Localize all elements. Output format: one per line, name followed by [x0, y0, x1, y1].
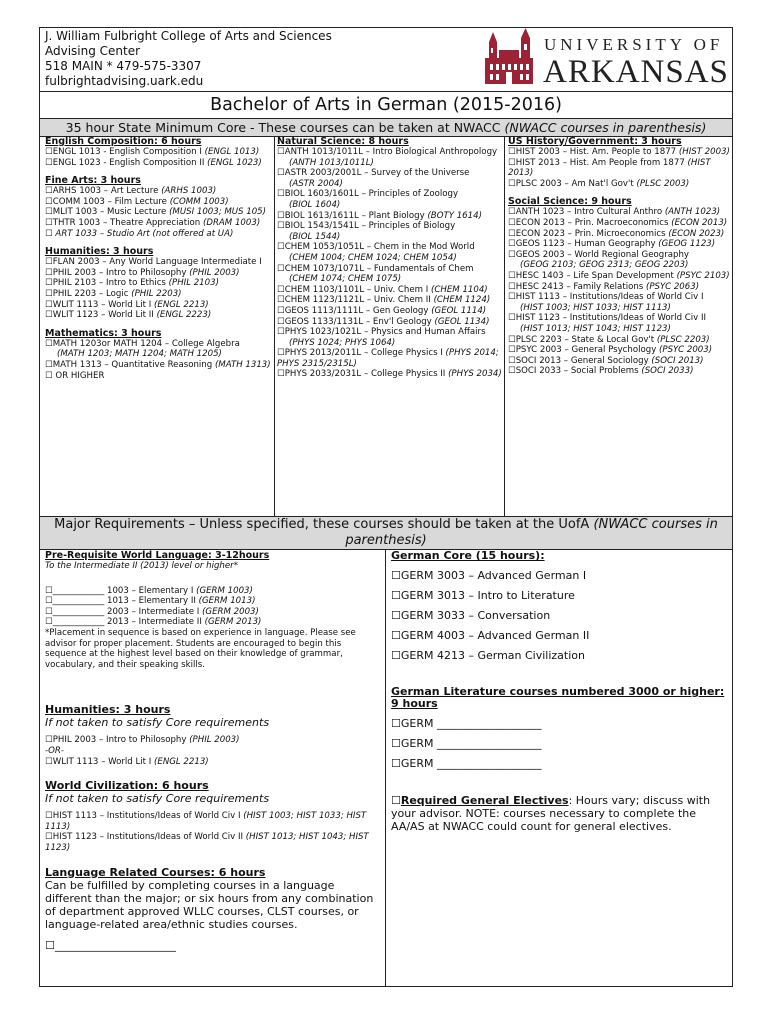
social-science-heading: Social Science: 9 hours [508, 196, 632, 208]
german-literature-heading: German Literature courses numbered 3000 or higher: 9 hours [391, 685, 725, 710]
course-item[interactable]: ☐PHYS 1023/1021L – Physics and Human Affairs [277, 327, 486, 338]
course-item[interactable]: ☐PHIL 2003 – Intro to Philosophy (PHIL 2003) [45, 267, 240, 278]
center-name: Advising Center [45, 44, 141, 58]
course-item[interactable]: ☐HESC 2413 – Family Relations (PSYC 2063) [508, 281, 700, 292]
course-equivalent: (ASTR 2004) [289, 178, 343, 189]
course-item[interactable]: ☐ ART 1033 – Studio Art (not offered at UA) [45, 228, 234, 239]
course-item[interactable]: ☐BIOL 1603/1601L – Principles of Zoology [277, 189, 459, 200]
course-item[interactable]: ☐GEOS 1123 – Human Geography (GEOG 1123) [508, 239, 716, 250]
course-item[interactable]: ☐WLIT 1113 – World Lit I (ENGL 2213) [45, 299, 209, 310]
svg-text:ARKANSAS: ARKANSAS [543, 54, 729, 88]
core-band-main: 35 hour State Minimum Core [65, 120, 247, 135]
course-item[interactable]: ☐HIST 1113 – Institutions/Ideas of World Civ I (HIST 1003; HIST 1033; HIST 1113) [45, 811, 367, 832]
major-divider [385, 550, 386, 987]
world-civ-subtitle: If not taken to satisfy Core requirements [45, 792, 270, 806]
course-equivalent: (GEOG 2103; GEOG 2313; GEOG 2203) [520, 260, 689, 271]
language-related-text: Can be fulfilled by completing courses in a language different than the major; or six hours from any combination of department approved WLLC courses, CLST courses, or language-related area/ethnic studies courses. [45, 878, 374, 931]
course-equivalent: (PHYS 1024; PHYS 1064) [289, 337, 396, 348]
core-band-rest: - These courses can be taken at NWACC [246, 120, 505, 135]
college-name: J. William Fulbright College of Arts and Sciences [45, 29, 332, 43]
core-column-3 [508, 136, 730, 377]
course-item[interactable]: ☐HIST 2013 – Hist. Am People from 1877 (HIST 2013) [508, 157, 711, 179]
course-item[interactable]: ☐____________ 2003 – Intermediate I (GERM 2003) [45, 606, 259, 617]
course-item[interactable]: ☐GERM 3003 – Advanced German I [391, 569, 587, 582]
header [40, 28, 732, 92]
course-item[interactable]: ☐ OR HIGHER [45, 370, 105, 381]
language-related-blank[interactable]: ☐______________________ [45, 938, 176, 952]
course-item[interactable]: ☐HIST 1123 – Institutions/Ideas of World Civ II [508, 313, 707, 324]
course-item[interactable]: ☐HESC 1403 – Life Span Development (PSYC 2103) [508, 270, 730, 281]
language-related-heading: Language Related Courses: 6 hours [45, 865, 266, 879]
page-title: Bachelor of Arts in German (2015-2016) [40, 92, 732, 119]
course-item[interactable]: ☐ASTR 2003/2001L – Survey of the Universe [277, 168, 470, 179]
course-item[interactable]: ☐ECON 2013 – Prin. Macroeconomics (ECON 2013) [508, 217, 728, 228]
major-left-column [45, 550, 381, 952]
major-band-note: (NWACC courses in parenthesis) [345, 517, 718, 548]
course-item[interactable]: ☐GEOS 1133/1131L – Env'l Geology (GEOL 1134) [277, 316, 490, 327]
course-blank[interactable]: ☐GERM ___________________ [391, 737, 542, 750]
course-item[interactable]: ☐ANTH 1023 – Intro Cultural Anthro (ANTH 1023) [508, 207, 721, 218]
course-item[interactable]: ☐MATH 1203or MATH 1204 – College Algebra [45, 338, 240, 349]
course-item[interactable]: ☐GERM 3033 – Conversation [391, 609, 551, 622]
course-equivalent: (BIOL 1544) [289, 231, 341, 242]
mathematics-heading: Mathematics: 3 hours [45, 327, 162, 339]
course-item[interactable]: ☐GERM 4213 – German Civilization [391, 649, 585, 662]
english-comp-heading: English Composition: 6 hours [45, 136, 202, 147]
course-item[interactable]: ☐____________ 2013 – Intermediate II (GERM 2013) [45, 617, 262, 628]
course-equivalent: (ANTH 1013/1011L) [289, 157, 374, 168]
course-item[interactable]: ☐ANTH 1013/1011L – Intro Biological Anthropology [277, 147, 498, 157]
course-item[interactable]: ☐CHEM 1073/1071L – Fundamentals of Chem [277, 263, 474, 274]
course-item[interactable]: ☐ENGL 1023 - English Composition II (ENGL 1023) [45, 157, 262, 168]
german-core-heading: German Core (15 hours): [391, 549, 545, 562]
world-civ-heading: World Civilization: 6 hours [45, 779, 209, 793]
course-item[interactable]: ☐PHYS 2033/2031L – College Physics II (PHYS 2034) [277, 369, 502, 380]
core-divider-1 [274, 136, 275, 516]
prereq-subtitle: To the Intermediate II (2013) level or higher* [45, 561, 238, 571]
course-item[interactable]: ☐BIOL 1613/1611L – Plant Biology (BOTY 1614) [277, 210, 482, 221]
core-band-note: (NWACC courses in parenthesis) [504, 120, 707, 135]
fine-arts-heading: Fine Arts: 3 hours [45, 175, 141, 187]
natural-science-heading: Natural Science: 8 hours [277, 136, 409, 147]
course-item[interactable]: ☐WLIT 1123 – World Lit II (ENGL 2223) [45, 310, 212, 321]
course-item[interactable]: ☐ARHS 1003 – Art Lecture (ARHS 1003) [45, 186, 217, 197]
core-column-1 [45, 136, 273, 381]
major-band [40, 517, 732, 550]
major-humanities-heading: Humanities: 3 hours [45, 703, 171, 717]
center-website: fulbrightadvising.uark.edu [45, 74, 204, 88]
center-phone: 518 MAIN * 479-575-3307 [45, 59, 202, 73]
course-item[interactable]: ☐ENGL 1013 - English Composition I (ENGL 1013) [45, 147, 260, 157]
course-item[interactable]: ☐GERM 4003 – Advanced German II [391, 629, 590, 642]
course-item[interactable]: ☐MATH 1313 – Quantitative Reasoning (MATH 1313) [45, 359, 271, 370]
core-column-2 [277, 136, 503, 380]
course-item[interactable]: ☐GERM 3013 – Intro to Literature [391, 589, 575, 602]
general-electives-heading: Required General Electives [400, 794, 569, 807]
or-separator: -OR- [45, 745, 64, 756]
course-item[interactable]: ☐CHEM 1053/1051L – Chem in the Mod World [277, 242, 475, 253]
course-item[interactable]: ☐COMM 1003 – Film Lecture (COMM 1003) [45, 196, 229, 207]
us-history-heading: US History/Government: 3 hours [508, 136, 682, 147]
general-electives[interactable]: ☐Required General Electives: Hours vary; discuss with your advisor. NOTE: courses necessary to complete the AA/AS at NWACC could count for general electives. [391, 794, 711, 833]
course-item[interactable]: ☐HIST 1123 – Institutions/Ideas of World Civ II (HIST 1013; HIST 1043; HIST 1123) [45, 832, 369, 853]
course-equivalent: (BIOL 1604) [289, 199, 341, 210]
core-band [40, 119, 732, 137]
course-item[interactable]: ☐HIST 1113 – Institutions/Ideas of World Civ I [508, 292, 704, 303]
advising-address [45, 29, 332, 89]
course-item[interactable]: ☐PSYC 2003 – General Psychology (PSYC 2003) [508, 345, 713, 356]
course-item[interactable]: ☐MLIT 1003 – Music Lecture (MUSI 1003; MUS 105) [45, 207, 267, 218]
course-item[interactable]: ☐HIST 2003 – Hist. Am. People to 1877 (HIST 2003) [508, 147, 730, 157]
course-item[interactable]: ☐PHIL 2203 – Logic (PHIL 2203) [45, 288, 182, 299]
course-item[interactable]: ☐SOCI 2033 – Social Problems (SOCI 2033) [508, 366, 694, 377]
course-item[interactable]: ☐____________ 1003 – Elementary I (GERM 1003) [45, 585, 253, 596]
course-item[interactable]: ☐GEOS 2003 – World Regional Geography [508, 249, 689, 260]
placement-note: *Placement in sequence is based on experience in language. Please see advisor for proper placement. Students are encouraged to begin this sequence at the highest level based on their knowledge of grammar, vocabulary, and their speaking skills. [45, 627, 356, 670]
old-main-icon [485, 28, 730, 88]
prereq-language-heading: Pre-Requisite World Language: 3-12hours [45, 550, 270, 561]
university-logo [485, 28, 730, 88]
course-item[interactable]: ☐ECON 2023 – Prin. Microeconomics (ECON 2023) [508, 228, 725, 239]
course-item[interactable]: ☐WLIT 1113 – World Lit I (ENGL 2213) [45, 756, 209, 767]
major-band-main: Major Requirements – Unless specified, these courses should be taken at the UofA [54, 517, 594, 532]
course-item[interactable]: ☐PHIL 2103 – Intro to Ethics (PHIL 2103) [45, 278, 219, 289]
major-right-column [391, 550, 727, 833]
svg-text:UNIVERSITY OF: UNIVERSITY OF [544, 35, 724, 54]
course-equivalent: (MATH 1203; MATH 1204; MATH 1205) [57, 349, 222, 360]
humanities-heading: Humanities: 3 hours [45, 246, 154, 258]
humanities-subtitle: If not taken to satisfy Core requirements [45, 716, 270, 730]
course-equivalent: (CHEM 1004; CHEM 1024; CHEM 1054) [289, 252, 457, 263]
course-item[interactable]: ☐SOCI 2013 – General Sociology (SOCI 2013) [508, 355, 704, 366]
course-item[interactable]: ☐FLAN 2003 – Any World Language Intermediate I [45, 257, 262, 268]
course-item[interactable]: ☐____________ 1013 – Elementary II (GERM 1013) [45, 596, 256, 607]
course-equivalent: (CHEM 1074; CHEM 1075) [289, 274, 402, 285]
course-item[interactable]: ☐GEOS 1113/1111L – Gen Geology (GEOL 1114) [277, 305, 487, 316]
course-equivalent: (HIST 1013; HIST 1043; HIST 1123) [520, 323, 671, 334]
course-item[interactable]: ☐PHIL 2003 – Intro to Philosophy (PHIL 2003) [45, 735, 240, 746]
course-blank[interactable]: ☐GERM ___________________ [391, 757, 542, 770]
course-blank[interactable]: ☐GERM ___________________ [391, 717, 542, 730]
course-equivalent: (HIST 1003; HIST 1033; HIST 1113) [520, 302, 671, 313]
course-item[interactable]: ☐PLSC 2003 – Am Nat'l Gov't (PLSC 2003) [508, 178, 690, 189]
course-item[interactable]: ☐CHEM 1103/1101L – Univ. Chem I (CHEM 1104) [277, 284, 488, 295]
general-electives-text: : Hours vary; discuss with your advisor. NOTE: courses necessary to complete the AA/AS at NWACC could count for general electives. [391, 794, 711, 833]
course-item[interactable]: ☐PLSC 2203 – State & Local Gov't (PLSC 2203) [508, 334, 710, 345]
course-item[interactable]: ☐BIOL 1543/1541L – Principles of Biology [277, 221, 456, 232]
degree-plan-page [39, 27, 733, 987]
core-divider-2 [504, 136, 505, 516]
course-item[interactable]: ☐THTR 1003 – Theatre Appreciation (DRAM 1003) [45, 217, 261, 228]
course-item[interactable]: ☐CHEM 1123/1121L – Univ. Chem II (CHEM 1124) [277, 295, 491, 306]
course-item[interactable]: ☐PHYS 2013/2011L – College Physics I (PHYS 2014; PHYS 2315/2315L) [277, 348, 499, 369]
